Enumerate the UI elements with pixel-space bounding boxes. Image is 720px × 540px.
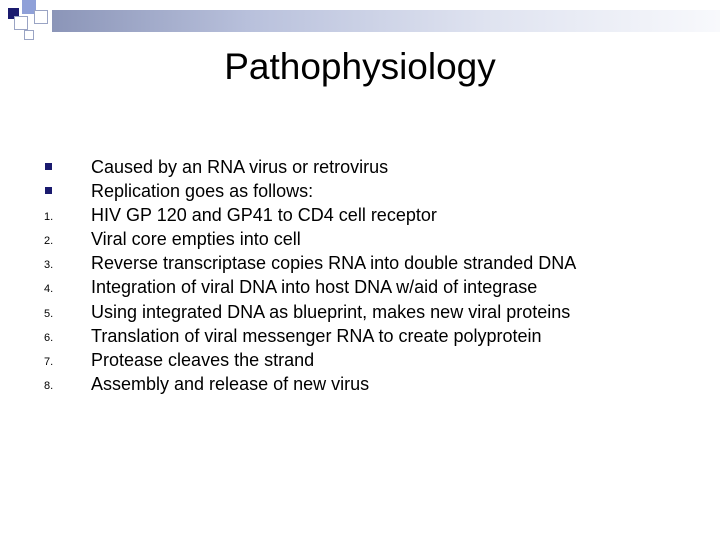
list-item-text: Viral core empties into cell [91, 229, 301, 250]
list-item [0, 203, 720, 227]
list-item-text: Using integrated DNA as blueprint, makes new viral proteins [91, 301, 571, 322]
list-item-text: HIV GP 120 and GP41 to CD4 cell receptor [91, 205, 437, 226]
list-item-text: Replication goes as follows: [91, 181, 314, 202]
list-item-text: Protease cleaves the strand [91, 349, 315, 370]
list-item [0, 300, 720, 324]
list-item [0, 275, 720, 299]
list-item-text: Translation of viral messenger RNA to create polyprotein [91, 325, 542, 346]
bullet-list [0, 155, 720, 396]
list-item-text: Assembly and release of new virus [91, 373, 370, 394]
list-item [0, 324, 720, 348]
list-item-number: 4. [44, 283, 54, 296]
square-bullet-icon [45, 187, 52, 194]
slide-title: Pathophysiology [224, 46, 496, 87]
square-bullet-icon [45, 163, 52, 170]
list-item [0, 372, 720, 396]
list-item-number: 1. [44, 211, 54, 224]
list-item-number: 8. [44, 379, 54, 392]
list-item [0, 227, 720, 251]
list-item [0, 251, 720, 275]
list-item-text: Caused by an RNA virus or retrovirus [91, 157, 389, 177]
list-item-number: 5. [44, 307, 54, 320]
list-item-number: 6. [44, 331, 54, 344]
list-item [0, 348, 720, 372]
list-item [0, 155, 720, 179]
decorative-square-outline [14, 16, 28, 30]
list-item-text: Integration of viral DNA into host DNA w/aid of integrase [91, 277, 538, 298]
decorative-square-outline-3 [24, 30, 34, 40]
decorative-square-outline-2 [34, 10, 48, 24]
list-item-number: 3. [44, 259, 54, 272]
list-item [0, 179, 720, 203]
list-item-number: 2. [44, 235, 54, 248]
header-gradient-bar [52, 10, 720, 32]
list-item-number: 7. [44, 355, 54, 368]
list-item-text: Reverse transcriptase copies RNA into double stranded DNA [91, 253, 577, 274]
